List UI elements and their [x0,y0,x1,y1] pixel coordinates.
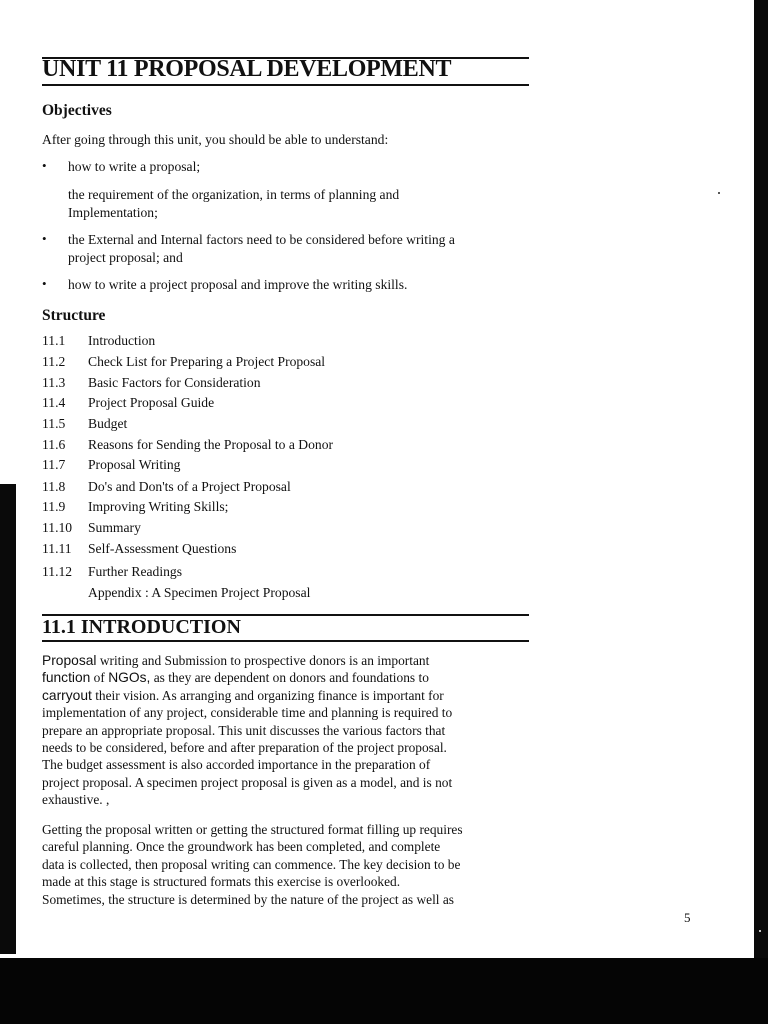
paragraph-line: prepare an appropriate proposal. This unit discusses the various factors that [42,722,446,738]
structure-num: 11.2 [42,354,66,369]
structure-num: 11.6 [42,437,66,452]
paragraph-line: careful planning. Once the groundwork has been completed, and complete [42,839,441,855]
paragraph-line: Getting the proposal written or getting the structured format filling up requires [42,822,463,837]
structure-num: 11.5 [42,416,66,431]
objective-item: the requirement of the organization, in terms of planning and [68,187,400,202]
structure-row [42,499,228,515]
structure-num: 11.9 [42,499,66,514]
structure-row [42,437,333,453]
structure-title: Summary [88,520,141,535]
paragraph-text: their vision. As arranging and organizing finance is important for [91,687,444,703]
scan-speck [759,930,761,932]
structure-num: 11.4 [42,395,66,410]
structure-row [42,564,182,580]
structure-row [42,479,291,495]
title-rule-bottom [42,84,529,86]
structure-title: Budget [88,416,128,431]
keyword-carryout: carryout [42,687,92,703]
objective-item: Implementation; [68,205,158,220]
objective-item: the External and Internal factors need to be considered before writing a [68,232,455,247]
structure-num: 11.1 [42,333,66,348]
scan-border-right [754,0,768,1024]
paragraph-text: as they are dependent on donors and foundations to [150,670,429,686]
paragraph-line: project proposal. A specimen project proposal is given as a model, and is not [42,774,453,790]
introduction-heading: 11.1 INTRODUCTION [42,616,241,638]
paragraph-text: of [90,670,109,686]
structure-title: Check List for Preparing a Project Proposal [88,354,326,369]
structure-row [42,395,214,411]
bullet-icon: • [42,231,47,246]
structure-row [42,520,141,536]
structure-title: Further Readings [88,564,183,579]
structure-title: Do's and Don'ts of a Project Proposal [88,479,291,494]
intro-rule-bottom [42,640,529,642]
paragraph-line: made at this stage is structured formats this exercise is overlooked. [42,874,401,890]
paragraph-line: Sometimes, the structure is determined by the nature of the project as well as [42,891,455,907]
structure-title: Project Proposal Guide [88,395,215,410]
structure-num: 11.11 [42,541,72,556]
structure-row [42,416,127,432]
structure-title: Improving Writing Skills; [88,499,229,514]
keyword-ngos: NGOs, [108,670,151,686]
paragraph-line: data is collected, then proposal writing can commence. The key decision to be [42,856,461,872]
structure-num: 11.7 [42,457,66,472]
paragraph-line: exhaustive. , [42,792,110,808]
structure-row [42,585,310,601]
scan-border-left [0,484,16,954]
keyword-function: function [42,670,91,686]
structure-num: 11.3 [42,375,66,390]
bullet-icon: • [42,158,47,173]
structure-row [42,541,236,557]
paragraph-line: needs to be considered, before and after preparation of the project proposal. [42,740,447,756]
structure-row [42,375,261,391]
structure-heading: Structure [42,307,106,324]
structure-row [42,333,155,349]
structure-title: Self-Assessment Questions [88,541,237,556]
structure-title: Introduction [88,333,156,348]
structure-num: 11.8 [42,479,66,494]
objectives-intro: After going through this unit, you should be able to understand: [42,132,389,147]
structure-row [42,457,180,473]
scan-speck [718,192,720,194]
structure-title: Reasons for Sending the Proposal to a Donor [88,437,334,452]
structure-title: Proposal Writing [88,457,181,472]
objectives-heading: Objectives [42,102,112,119]
scan-border-bottom [0,958,768,1024]
objective-item: how to write a proposal; [68,159,201,174]
structure-title: Basic Factors for Consideration [88,375,261,390]
structure-row [42,354,325,370]
structure-title: Appendix : A Specimen Project Proposal [88,585,311,600]
intro-paragraph-2 [42,821,532,908]
objective-item: project proposal; and [68,250,183,265]
paragraph-line: The budget assessment is also accorded importance in the preparation of [42,757,431,773]
paragraph-text: writing and Submission to prospective donors is an important [96,653,430,668]
structure-num: 11.10 [42,520,73,535]
structure-num: 11.12 [42,564,73,579]
intro-paragraph-1 [42,652,532,809]
bullet-icon: • [42,276,47,291]
page-number: 5 [684,910,691,925]
paragraph-line: implementation of any project, considerable time and planning is required to [42,705,453,721]
objective-item: how to write a project proposal and improve the writing skills. [68,277,408,292]
unit-title: UNIT 11 PROPOSAL DEVELOPMENT [42,56,452,82]
keyword-proposal: Proposal [42,653,97,668]
